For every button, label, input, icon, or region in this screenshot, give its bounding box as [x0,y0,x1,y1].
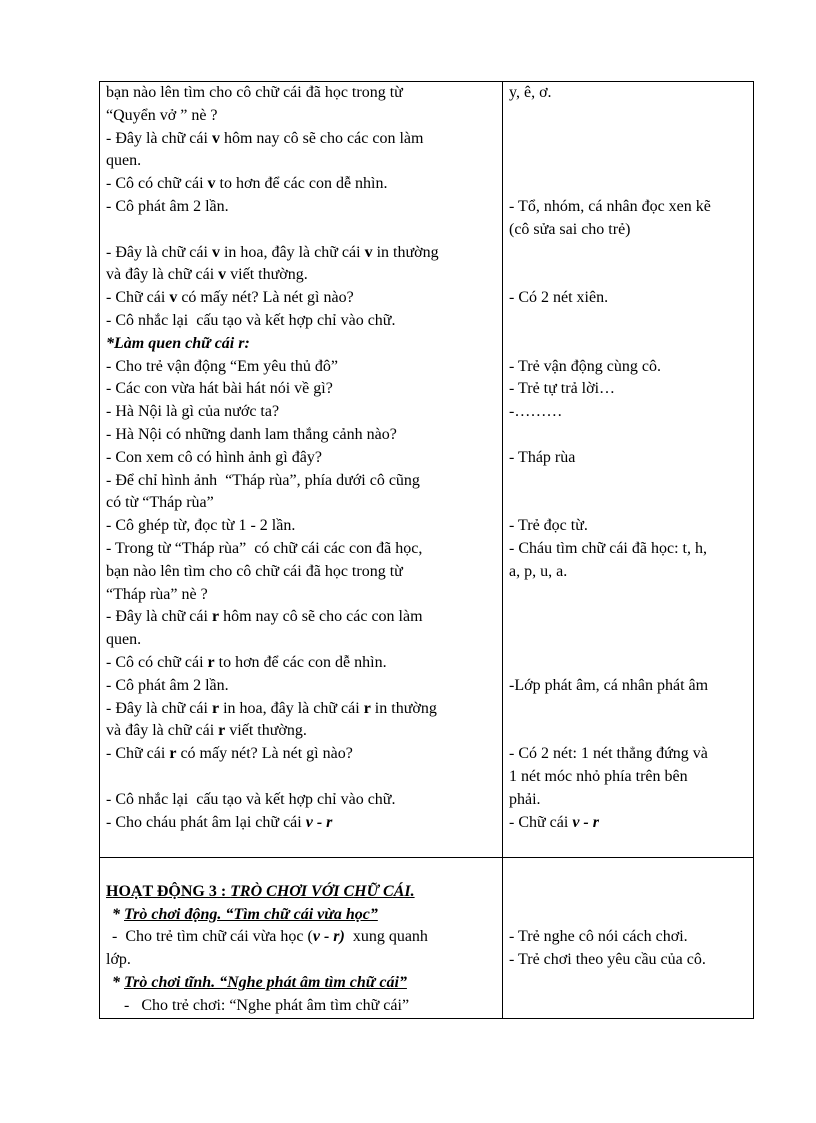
right-text-line: - Cháu tìm chữ cái đã học: t, h, [509,539,707,557]
child-activities-text [509,82,747,834]
left-text-line: - Đây là chữ cái v hôm nay cô sẽ cho các con làm [106,129,424,147]
right-text-line: -……… [509,403,563,421]
left-text-line: bạn nào lên tìm cho cô chữ cái đã học trong từ [106,84,403,101]
right-text-line: -Lớp phát âm, cá nhân phát âm [509,676,709,694]
lesson-table [99,81,754,1019]
game-2-title: * Trò chơi tĩnh. “Nghe phát âm tìm chữ cái” [112,973,407,991]
left-text-line: - Cô có chữ cái r to hơn để các con dễ nhìn. [106,653,387,671]
left-text-line: bạn nào lên tìm cho cô chữ cái đã học trong từ [106,562,403,580]
left-text-line: - Đây là chữ cái r hôm nay cô sẽ cho các con làm [106,608,423,626]
right-text-line [509,470,747,493]
right-text-line [509,173,747,196]
left-text-line: - Hà Nội là gì của nước ta? [106,403,280,421]
left-text-line: - Chữ cái r có mấy nét? Là nét gì nào? [106,745,353,763]
left-text-line: - Cô nhắc lại cấu tạo và kết hợp chỉ vào chữ. [106,311,396,329]
teacher-activities-cell [100,82,503,858]
left-text-line: “Tháp rùa” nè ? [106,585,208,603]
right-text-line: - Trẻ vận động cùng cô. [509,357,661,375]
right-text-line: y, ê, ơ. [509,84,552,101]
right-text-line [509,264,747,287]
teacher-activities-text [106,82,496,834]
left-text-line: - Con xem cô có hình ảnh gì đây? [106,448,322,466]
right-text-line [509,698,747,721]
left-text-line: và đây là chữ cái v viết thường. [106,266,308,284]
right-text-line: phải. [509,790,541,808]
right-text-line [509,333,747,356]
right-text-line [509,242,747,265]
left-text-line: “Quyển vở ” nè ? [106,106,218,124]
left-text-line: *Làm quen chữ cái r: [106,334,250,352]
right-text-line: - Tổ, nhóm, cá nhân đọc xen kẽ [509,197,711,215]
activity-3-child-cell [503,858,754,1019]
right-text-line [509,105,747,128]
left-text-line: - Chữ cái v có mấy nét? Là nét gì nào? [106,289,354,307]
left-text-line: và đây là chữ cái r viết thường. [106,722,307,740]
child-activities-cell [503,82,754,858]
right-text-line [509,629,747,652]
left-text-line: - Hà Nội có những danh lam thắng cảnh nào? [106,425,397,443]
child-response: - Trẻ nghe cô nói cách chơi. [509,928,688,946]
left-text-line: - Cô ghép từ, đọc từ 1 - 2 lần. [106,517,296,535]
left-text-line: - Cho trẻ vận động “Em yêu thủ đô” [106,357,338,375]
right-text-line: - Chữ cái v - r [509,813,599,831]
right-text-line: (cô sửa sai cho trẻ) [509,220,631,238]
game-1-instruction-cont: lớp. [106,951,131,969]
right-text-line [509,492,747,515]
right-text-line: - Tháp rùa [509,448,576,466]
right-text-line [509,424,747,447]
child-response: - Trẻ chơi theo yêu cầu của cô. [509,951,706,969]
left-text-line: - Cô phát âm 2 lần. [106,676,229,694]
game-2-instruction: - Cho trẻ chơi: “Nghe phát âm tìm chữ cái” [124,996,410,1014]
left-text-line [106,219,496,242]
table-row [100,82,754,858]
left-text-line: - Cho cháu phát âm lại chữ cái v - r [106,813,333,831]
left-text-line: - Đây là chữ cái v in hoa, đây là chữ cái v in thường [106,243,439,261]
right-text-line [509,606,747,629]
left-text-line: - Trong từ “Tháp rùa” có chữ cái các con đã học, [106,539,423,557]
left-text-line: - Đây là chữ cái r in hoa, đây là chữ cái r in thường [106,699,437,717]
left-text-line: - Cô phát âm 2 lần. [106,197,229,215]
game-1-title: * Trò chơi động. “Tìm chữ cái vừa học” [112,905,378,923]
left-text-line: - Các con vừa hát bài hát nói về gì? [106,380,333,398]
activity-3-heading: HOẠT ĐỘNG 3 : TRÒ CHƠI VỚI CHỮ CÁI. [106,882,415,900]
right-text-line: - Trẻ đọc từ. [509,517,588,535]
right-text-line: a, p, u, a. [509,562,568,580]
left-text-line: có từ “Tháp rùa” [106,494,214,512]
activity-3-cell [100,858,503,1019]
left-text-line [106,766,496,789]
left-text-line: quen. [106,631,142,649]
right-text-line [509,310,747,333]
left-text-line: - Cô có chữ cái v to hơn để các con dễ nhìn. [106,175,388,193]
right-text-line: - Trẻ tự trả lời… [509,380,616,398]
right-text-line [509,128,747,151]
right-text-line: - Có 2 nét: 1 nét thẳng đứng và [509,745,708,763]
right-text-line [509,584,747,607]
right-text-line [509,720,747,743]
right-text-line [509,652,747,675]
right-text-line [509,150,747,173]
right-text-line: - Có 2 nét xiên. [509,289,609,307]
right-text-line: 1 nét móc nhỏ phía trên bên [509,767,688,785]
game-1-instruction: - Cho trẻ tìm chữ cái vừa học (v - r) xung quanh [112,928,428,946]
left-text-line: - Cô nhắc lại cấu tạo và kết hợp chỉ vào chữ. [106,790,396,808]
table-row [100,858,754,1019]
left-text-line: - Để chỉ hình ảnh “Tháp rùa”, phía dưới cô cũng [106,471,420,489]
left-text-line: quen. [106,152,142,170]
